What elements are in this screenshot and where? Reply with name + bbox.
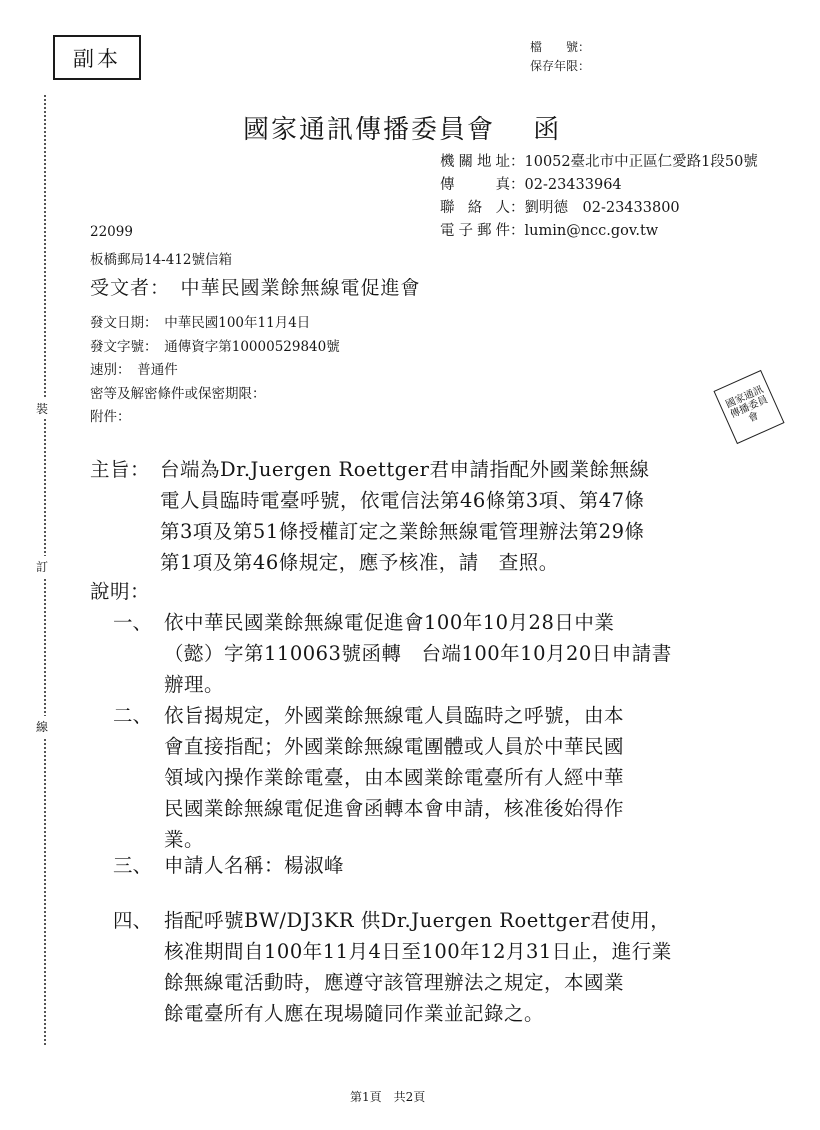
binding-mark-top: 裝 xyxy=(36,398,48,419)
item-line: 辦理。 xyxy=(164,673,225,696)
secrecy-level: 密等及解密條件或保密期限： xyxy=(90,385,266,402)
address-value: ：10052臺北市中正區仁愛路1段50號 xyxy=(510,154,758,170)
copy-label-box xyxy=(53,35,141,80)
item-line: 指配呼號BW/DJ3KR 供Dr.Juergen Roettger君使用， xyxy=(164,909,671,932)
item-3-body xyxy=(164,850,344,881)
item-line: 申請人名稱：楊淑峰 xyxy=(164,854,345,877)
item-2-body xyxy=(164,700,624,855)
subject-line: 電人員臨時電臺呼號，依電信法第46條第3項、第47條 xyxy=(160,489,645,512)
retention-label: 保存年限： xyxy=(530,59,591,73)
address-label: 機關地址 xyxy=(440,154,510,170)
item-line: 依中華民國業餘無線電促進會100年10月28日中業 xyxy=(164,611,615,634)
item-line: 會直接指配；外國業餘無線電團體或人員於中華民國 xyxy=(164,735,625,758)
delivery-speed: 速別： 普通件 xyxy=(90,362,178,378)
subject-label: 主旨： xyxy=(90,458,151,481)
fax-value: ：02-23433964 xyxy=(510,177,622,193)
issue-date: 發文日期： 中華民國100年11月4日 xyxy=(90,315,311,331)
issue-number: 發文字號： 通傳資字第10000529840號 xyxy=(90,338,340,355)
fax-label: 傳 真 xyxy=(440,177,510,193)
po-box: 板橋郵局14-412號信箱 xyxy=(90,252,233,268)
received-stamp xyxy=(713,370,784,444)
email-value: ：lumin@ncc.gov.tw xyxy=(510,223,659,239)
item-1-marker: 一、 xyxy=(113,611,153,634)
item-line: 核准期間自100年11月4日至100年12月31日止，進行業 xyxy=(164,940,672,963)
archive-info xyxy=(530,38,590,76)
item-line: 依旨揭規定，外國業餘無線電人員臨時之呼號，由本 xyxy=(164,704,625,727)
subject-body xyxy=(160,454,650,578)
recipient: 受文者： 中華民國業餘無線電促進會 xyxy=(90,277,421,299)
file-no-label: 檔 號： xyxy=(530,40,591,54)
attachments: 附件： xyxy=(90,409,131,425)
copy-label: 副本 xyxy=(73,46,121,71)
item-line: （懿）字第110063號函轉 台端100年10月20日申請書 xyxy=(164,642,672,665)
subject-line: 台端為Dr.Juergen Roettger君申請指配外國業餘無線 xyxy=(160,458,650,481)
address-row xyxy=(440,151,758,174)
fax-row xyxy=(440,174,758,197)
item-line: 餘無線電活動時，應遵守該管理辦法之規定，本國業 xyxy=(164,971,625,994)
contact-person-value: ：劉明德 02-23433800 xyxy=(510,200,680,216)
contact-block xyxy=(440,151,758,243)
email-row xyxy=(440,220,758,243)
contact-person-label: 聯 絡 人 xyxy=(440,200,510,216)
item-3-marker: 三、 xyxy=(113,854,153,877)
binding-mark-bottom: 線 xyxy=(36,716,48,737)
item-4-body xyxy=(164,905,672,1029)
subject-line: 第3項及第51條授權訂定之業餘無線電管理辦法第29條 xyxy=(160,520,645,543)
item-line: 民國業餘無線電促進會函轉本會申請，核准後始得作 xyxy=(164,797,625,820)
subject-line: 第1項及第46條規定，應予核准，請 查照。 xyxy=(160,551,559,574)
binding-mark-middle: 訂 xyxy=(36,556,48,577)
item-line: 餘電臺所有人應在現場隨同作業並記錄之。 xyxy=(164,1002,545,1025)
item-1-body xyxy=(164,607,672,700)
document-fields xyxy=(90,312,340,430)
contact-person-row xyxy=(440,197,758,220)
item-line: 業。 xyxy=(164,828,205,851)
stamp-text: 國家通訊傳播委員會 xyxy=(724,383,770,425)
page-footer: 第1頁 共2頁 xyxy=(350,1090,426,1104)
item-2-marker: 二、 xyxy=(113,704,153,727)
explanation-label: 說明： xyxy=(90,580,151,603)
postal-code: 22099 xyxy=(90,224,133,240)
item-line: 領域內操作業餘電臺，由本國業餘電臺所有人經中華 xyxy=(164,766,625,789)
email-label: 電子郵件 xyxy=(440,223,510,239)
document-title: 國家通訊傳播委員會 函 xyxy=(243,115,562,145)
item-4-marker: 四、 xyxy=(113,909,153,932)
